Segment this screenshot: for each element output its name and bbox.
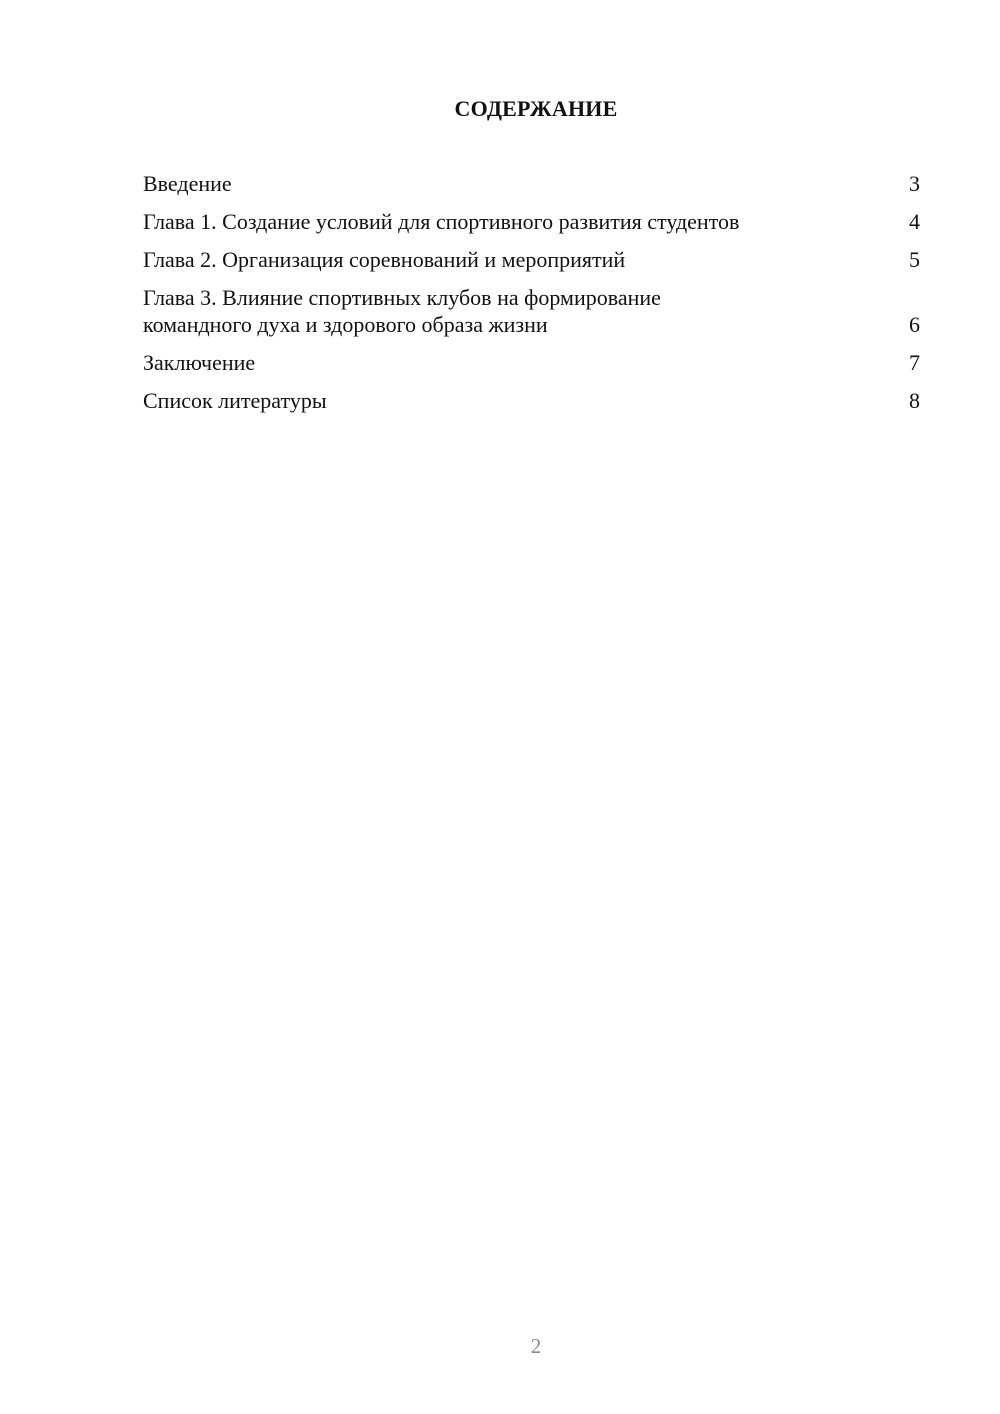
toc-entry-label: Глава 1. Создание условий для спортивного развития студентов [143, 209, 740, 234]
toc-entry-label: Список литературы [143, 388, 327, 413]
toc-entry-page: 7 [909, 350, 920, 375]
toc-entry-introduction [143, 170, 920, 197]
toc-entry-page: 4 [909, 209, 920, 234]
toc-title: СОДЕРЖАНИЕ [454, 96, 618, 121]
toc-entry-label: Введение [143, 171, 232, 196]
toc-entry-chapter-2 [143, 246, 920, 273]
toc-entry-page: 8 [909, 388, 920, 413]
toc-entry-page: 5 [909, 247, 920, 272]
toc-entry-chapter-3 [143, 284, 920, 338]
toc-entry-label: Заключение [143, 350, 256, 375]
toc-entry-page: 3 [909, 171, 920, 196]
toc-entry-label: Глава 2. Организация соревнований и мероприятий [143, 247, 626, 272]
toc-entry-conclusion [143, 349, 920, 376]
toc-entry-chapter-1 [143, 208, 920, 235]
toc-entry-label: Глава 3. Влияние спортивных клубов на формирование командного духа и здорового образа жизни [143, 285, 661, 337]
page-number: 2 [530, 1334, 542, 1358]
toc-list [143, 170, 920, 425]
toc-entry-page: 6 [909, 312, 920, 337]
toc-entry-references [143, 387, 920, 414]
